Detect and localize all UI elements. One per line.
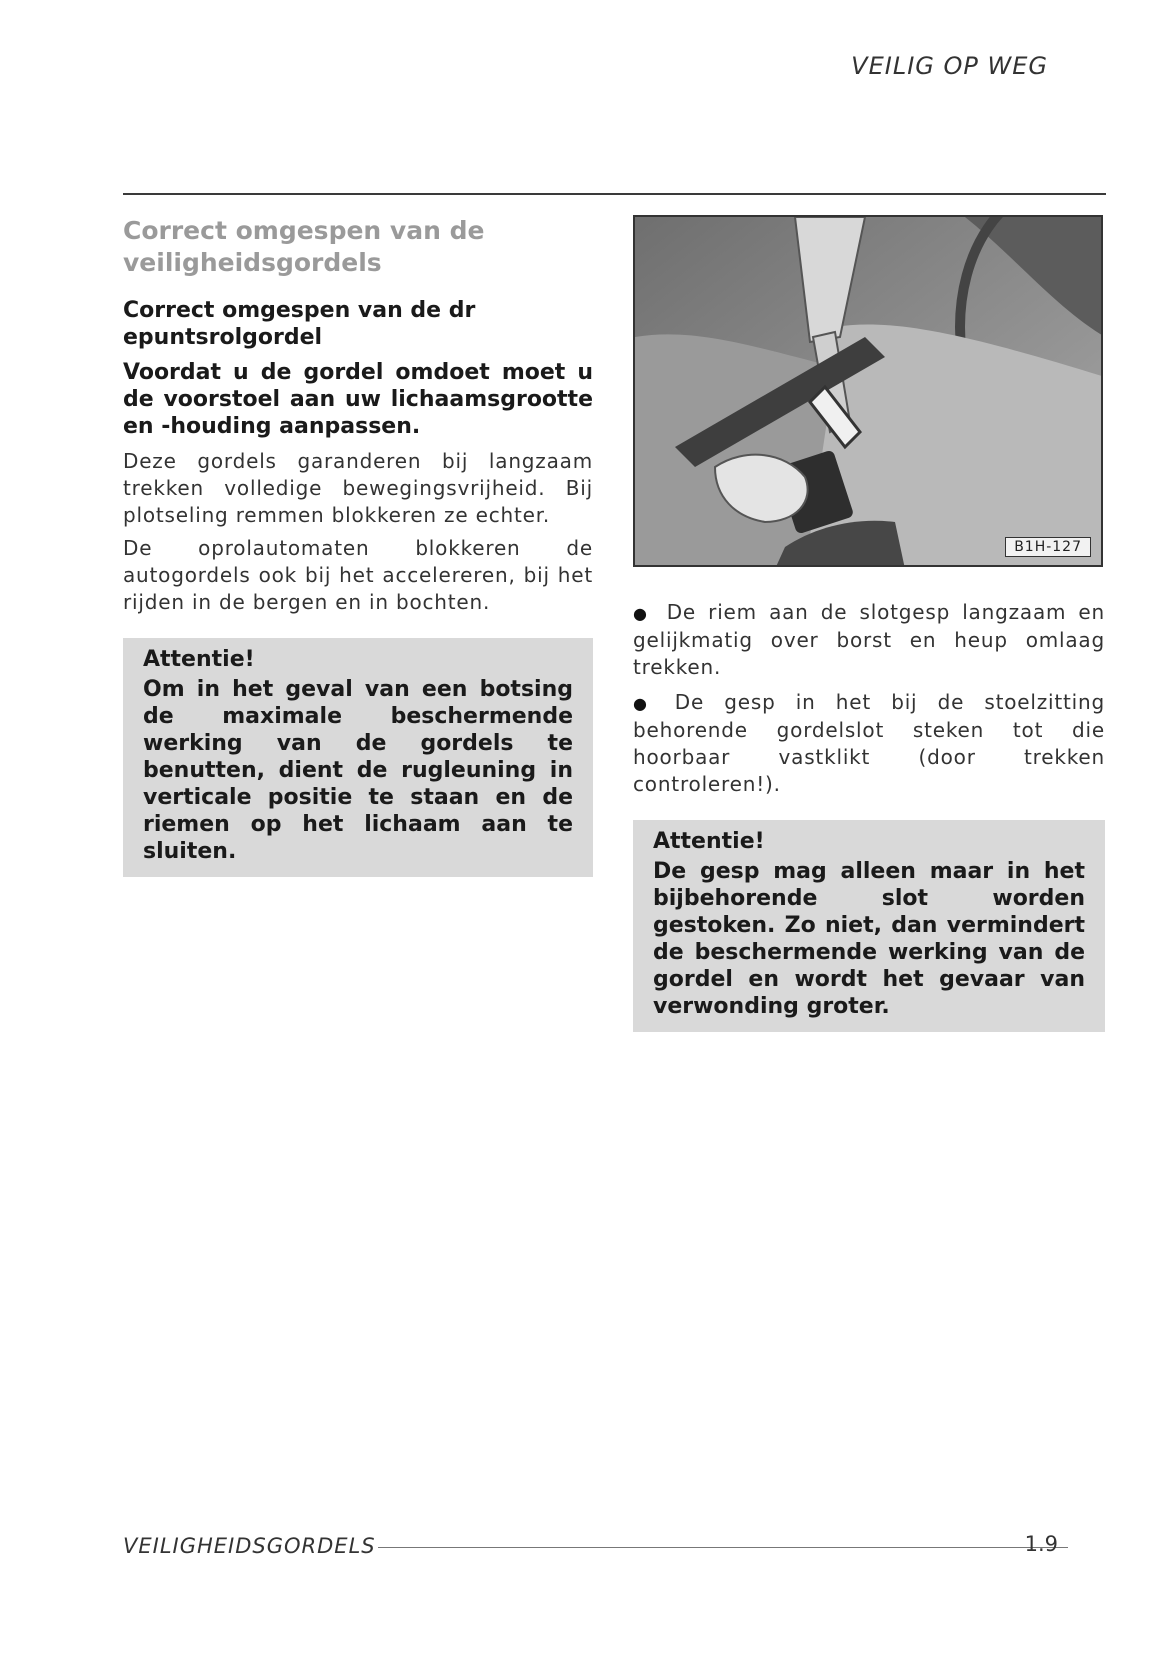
page-number: 1.9 (1024, 1532, 1058, 1556)
list-item (633, 599, 1105, 681)
footer-divider (378, 1547, 1068, 1548)
list-item-text: De riem aan de slotgesp langzaam en gelijkmatig over borst en heup omlaag trekken. (633, 600, 1105, 679)
subsection-title: Correct omgespen van de dr epuntsrolgordel (123, 298, 476, 350)
right-column (633, 215, 1105, 1032)
bullet-icon: ● (633, 694, 661, 713)
running-header: VEILIG OP WEG (851, 52, 1048, 80)
bullet-icon: ● (633, 604, 653, 623)
instruction-list (633, 599, 1105, 798)
section-title: Correct omgespen van de veiligheidsgordels (123, 216, 485, 277)
header-divider (123, 193, 1106, 195)
body-paragraph: Deze gordels garanderen bij langzaam trekken volledige bewegingsvrijheid. Bij plotseling remmen blokkeren ze echter. (123, 449, 593, 527)
warning-box (633, 820, 1105, 1032)
list-item (633, 689, 1105, 798)
figure-label: B1H-127 (1005, 537, 1091, 557)
warning-title: Attentie! (653, 829, 765, 854)
list-item-text: De gesp in het bij de stoelzitting behorende gordelslot steken tot die hoorbaar vastklikt (door trekken controleren!). (633, 690, 1105, 796)
seatbelt-photo-icon (635, 217, 1103, 567)
warning-box (123, 638, 593, 877)
seatbelt-illustration (633, 215, 1103, 567)
running-footer: VEILIGHEIDSGORDELS (123, 1534, 376, 1558)
warning-title: Attentie! (143, 647, 255, 672)
lead-paragraph: Voordat u de gordel omdoet moet u de voorstoel aan uw lichaamsgrootte en -houding aanpassen. (123, 360, 593, 439)
body-paragraph: De oprolautomaten blokkeren de autogordels ook bij het accelereren, bij het rijden in de bergen en in bochten. (123, 536, 593, 614)
left-column (123, 215, 593, 877)
warning-text: De gesp mag alleen maar in het bijbehorende slot worden gestoken. Zo niet, dan vermindert de beschermende werking van de gordel en wordt het gevaar van verwonding groter. (653, 859, 1085, 1019)
warning-text: Om in het geval van een botsing de maximale beschermende werking van de gordels te benutten, dient de rugleuning in verticale positie te staan en de riemen op het lichaam aan te sluiten. (143, 677, 573, 864)
